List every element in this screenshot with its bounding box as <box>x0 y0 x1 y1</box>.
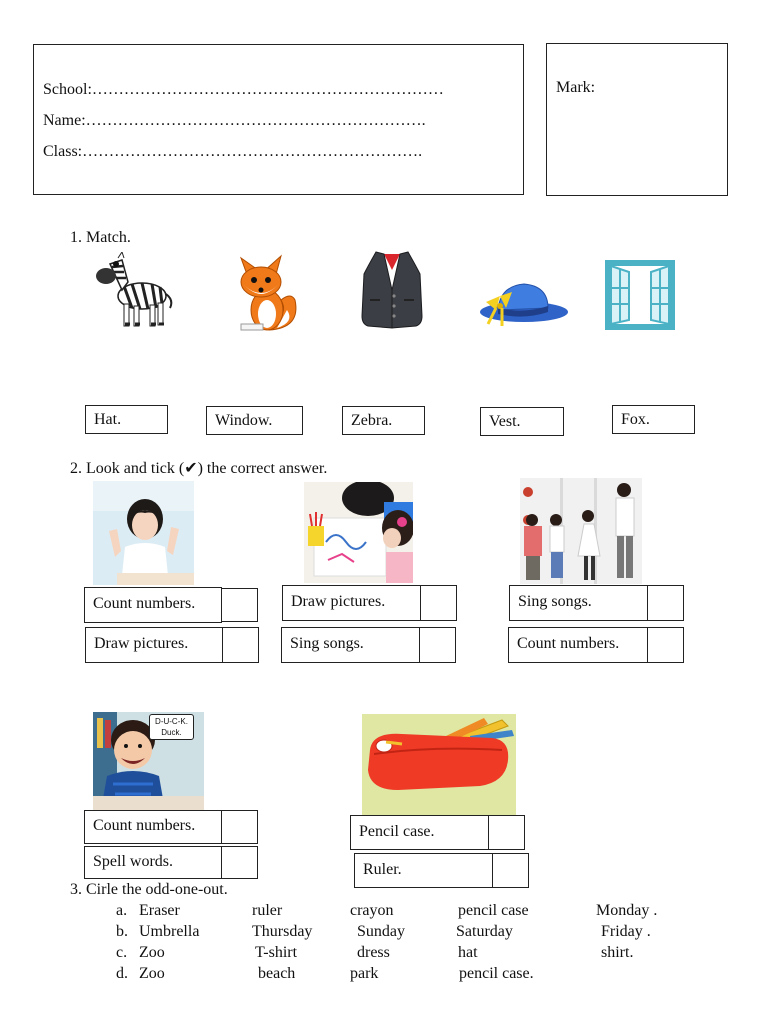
window-picture <box>603 258 677 332</box>
q3-title: 3. Cirle the odd-one-out. <box>70 881 228 898</box>
tick-box-sing-songs[interactable] <box>647 585 684 621</box>
word-zoo[interactable]: Zoo <box>139 944 165 961</box>
tick-box-draw-pictures[interactable] <box>222 627 259 663</box>
option-ruler: Ruler. <box>354 853 493 888</box>
match-word-zebra[interactable]: Zebra. <box>342 406 425 435</box>
tick-box-count-numbers[interactable] <box>647 627 684 663</box>
match-word-window[interactable]: Window. <box>206 406 303 435</box>
word-saturday[interactable]: Saturday <box>456 923 513 940</box>
option-sing-songs: Sing songs. <box>509 585 648 621</box>
mark-label: Mark: <box>556 79 596 96</box>
option-sing-songs: Sing songs. <box>281 627 420 663</box>
match-word-vest[interactable]: Vest. <box>480 407 564 436</box>
vest-picture <box>358 250 426 330</box>
word-crayon[interactable]: crayon <box>350 902 394 919</box>
q1-title: 1. Match. <box>70 229 131 246</box>
row-letter: a. <box>116 902 128 919</box>
match-word-hat[interactable]: Hat. <box>85 405 168 434</box>
mark-box[interactable] <box>546 43 728 196</box>
option-count-numbers: Count numbers. <box>84 810 222 844</box>
class-field[interactable]: Class:………………………………………………………. <box>43 143 423 160</box>
word-hat[interactable]: hat <box>458 944 478 961</box>
option-count-numbers: Count numbers. <box>84 587 222 623</box>
pencil-case-picture <box>362 714 516 815</box>
zebra-picture <box>92 252 174 332</box>
row-letter: b. <box>116 923 128 940</box>
school-field[interactable]: School:………………………………………………………… <box>43 81 444 98</box>
option-draw-pictures: Draw pictures. <box>282 585 421 621</box>
word-park[interactable]: park <box>350 965 379 982</box>
word-pencil-case[interactable]: pencil case <box>458 902 529 919</box>
tick-box-count-numbers[interactable] <box>221 810 258 844</box>
tick-box-count-numbers[interactable] <box>221 588 258 622</box>
name-field[interactable]: Name:………………………………………………………. <box>43 112 426 129</box>
match-word-fox[interactable]: Fox. <box>612 405 695 434</box>
duck-word-card <box>149 714 194 740</box>
word-zoo[interactable]: Zoo <box>139 965 165 982</box>
girl-counting-photo <box>93 481 194 585</box>
tick-box-draw-pictures[interactable] <box>420 585 457 621</box>
option-count-numbers: Count numbers. <box>508 627 648 663</box>
tick-box-spell-words[interactable] <box>221 846 258 879</box>
duck-card-word: Duck. <box>161 728 182 737</box>
word-pencil-case[interactable]: pencil case. <box>459 965 534 982</box>
option-pencil-case: Pencil case. <box>350 815 489 850</box>
word-umbrella[interactable]: Umbrella <box>139 923 200 940</box>
row-letter: d. <box>116 965 128 982</box>
word-ruler[interactable]: ruler <box>252 902 283 919</box>
tick-box-ruler[interactable] <box>492 853 529 888</box>
word-dress[interactable]: dress <box>357 944 390 961</box>
hat-picture <box>478 278 570 330</box>
tick-box-sing-songs[interactable] <box>419 627 456 663</box>
q2-title: 2. Look and tick (✔) the correct answer. <box>70 460 328 477</box>
word-thursday[interactable]: Thursday <box>252 923 313 940</box>
option-draw-pictures: Draw pictures. <box>85 627 223 663</box>
kids-drawing-photo <box>304 482 413 583</box>
word-sunday[interactable]: Sunday <box>357 923 405 940</box>
word-beach[interactable]: beach <box>258 965 296 982</box>
fox-picture <box>229 250 301 332</box>
tick-box-pencil-case[interactable] <box>488 815 525 850</box>
row-letter: c. <box>116 944 128 961</box>
word-monday[interactable]: Monday . <box>596 902 658 919</box>
word-friday[interactable]: Friday . <box>601 923 651 940</box>
word-shirt[interactable]: shirt. <box>601 944 634 961</box>
duck-card-spelling: D-U-C-K. <box>155 717 188 726</box>
word-t-shirt[interactable]: T-shirt <box>255 944 298 961</box>
option-spell-words: Spell words. <box>84 846 222 879</box>
kids-singing-photo <box>520 478 642 584</box>
word-eraser[interactable]: Eraser <box>139 902 180 919</box>
